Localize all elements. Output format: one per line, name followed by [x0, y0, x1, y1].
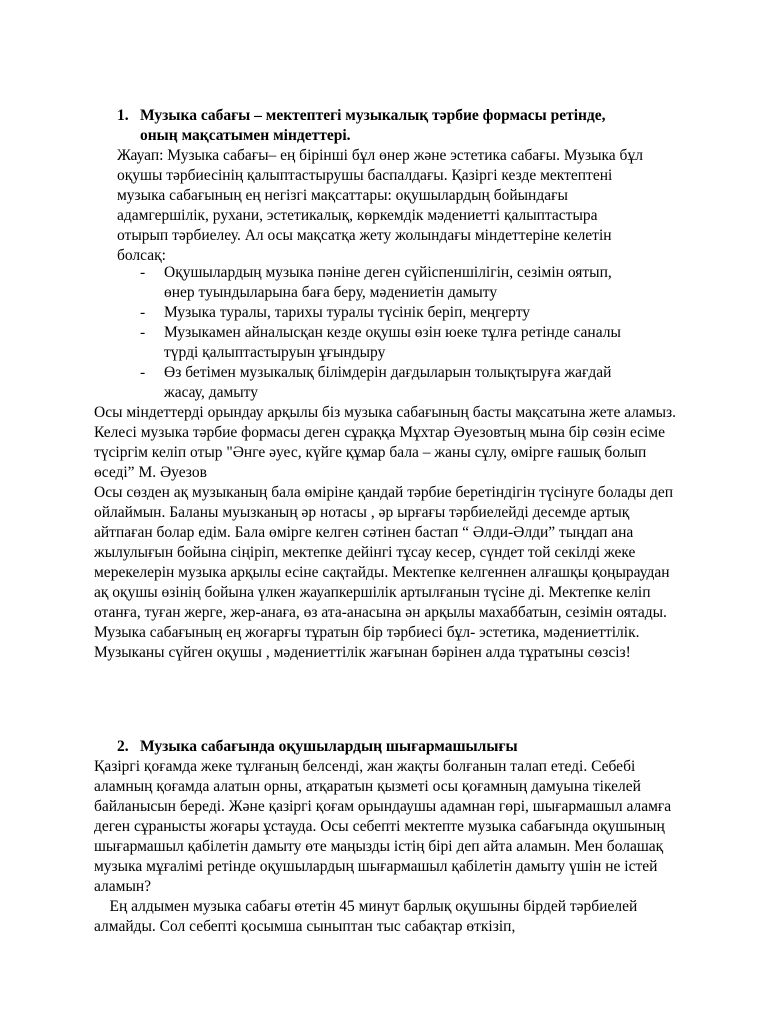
bullet-dash: -	[140, 324, 146, 341]
body-paragraph: Осы сөзден ақ музыканың бала өміріне қандай тәрбие беретіндігін түсінуге болады деп ойлаймын. Баланы муызканың әр нотасы , әр ырғағы тәрбиелейді десемде артық айтпаған болар едім. Бала өмірге келген сәтінен бастап “ Әлди-Әлди” тыңдап ана жылулығын бойына сіңіріп, мектепке дейінгі тұсау кесер, сүндет той секілді жеке мерекелерін музыка арқылы есіне сақтайды. Мектепке келгеннен алғашқы қоңыраудан ақ оқушы өзінің бойына үлкен жауапкершілік артылғанын түсіне ді. Мектепке келіп отанға, туған жерге, жер-анаға, өз ата-анасына ән арқылы махаббатын, сезімін оятады. Музыка сабағының ең жоғарғы тұратын бір тәрбиесі бұл- эстетика, мәдениеттілік. Музыканы сүйген оқушы , мәдениеттілік жағынан бәрінен алда тұратыны сөзсіз!	[94, 484, 674, 661]
body-paragraph: Осы міндеттерді орындау арқылы біз музыка сабағының басты мақсатына жете аламыз.	[94, 404, 677, 421]
bullet-dash: -	[140, 364, 146, 381]
list-item-text: Музыкамен айналысқан кезде оқушы өзін юеке тұлға ретінде саналы түрді қалыптастыруын ұғындыру	[164, 324, 621, 361]
list-item-text: Өз бетімен музыкалық білімдерін дағдыларын толықтыруға жағдай жасау, дамыту	[164, 364, 612, 401]
section-2-heading	[117, 737, 637, 757]
body-paragraph: Қазіргі қоғамда жеке тұлғаның белсенді, жан жақты болғанын талап етеді. Себебі аламның қоғамда алатын орны, атқаратын қызметі осы қоғамның дамуына тікелей байланысын береді. Және қазіргі қоғам орындаушы адамнан гөрі, шығармашыл аламға деген сұранысты жоғары ұстауда. Осы себепті мектепте музыка сабағында оқушының шығармашыл қабілетін дамыту өте маңызды істің бірі деп айта аламын. Мен болашақ музыка мұғалімі ретінде оқушылардың шығармашыл қабілетін дамыту үшін не істей аламын?	[94, 758, 672, 895]
section-1-title: Музыка сабағы – мектептегі музыкалық тәрбие формасы ретінде, оның мақсатымен міндеттері.	[140, 107, 606, 144]
bullet-dash: -	[140, 304, 146, 321]
objectives-list	[140, 263, 640, 403]
section-1-body	[94, 403, 679, 663]
section-2-title: Музыка сабағында оқушылардың шығармашылығы	[140, 738, 518, 755]
list-item	[140, 263, 640, 303]
section-1-answer	[117, 146, 645, 266]
bullet-dash: -	[140, 264, 146, 281]
body-paragraph: Келесі музыка тәрбие формасы деген сұраққа Мұхтар Әуезовтың мына бір сөзін есіме түсіргім келіп отыр "Әнге әуес, күйге құмар бала – жаны сұлу, өмірге ғашық болып өседі” М. Әуезов	[94, 424, 665, 481]
list-item	[140, 363, 640, 403]
answer-paragraph: Жауап: Музыка сабағы– ең бірінші бұл өнер және эстетика сабағы. Музыка бұл оқушы тәрбиесінің қалыптастырушы баспалдағы. Қазіргі кезде мектептені музыка сабағының ең негізгі мақсаттары: оқушылардың бойындағы адамгершілік, рухани, эстетикалық, көркемдік мәдениетті қалыптастыра отырып тәрбиелеу. Ал осы мақсатқа жету жолындағы міндеттеріне келетін болсақ:	[117, 147, 643, 264]
section-1-heading	[117, 106, 637, 146]
list-item-text: Оқушылардың музыка пәніне деген сүйіспеншілігін, сезімін оятып, өнер туындыларына баға беру, мәдениетін дамыту	[164, 264, 612, 301]
list-item	[140, 303, 640, 323]
section-2-number: 2.	[117, 738, 129, 755]
list-item-text: Музыка туралы, тарихы туралы түсінік беріп, меңгерту	[164, 304, 531, 321]
section-1-number: 1.	[117, 107, 129, 124]
list-item	[140, 323, 640, 363]
section-2-body	[94, 757, 679, 937]
body-paragraph: Ең алдымен музыка сабағы өтетін 45 минут барлық оқушыны бірдей тәрбиелей алмайды. Сол себепті қосымша сыныптан тыс сабақтар өткізіп,	[94, 898, 642, 935]
